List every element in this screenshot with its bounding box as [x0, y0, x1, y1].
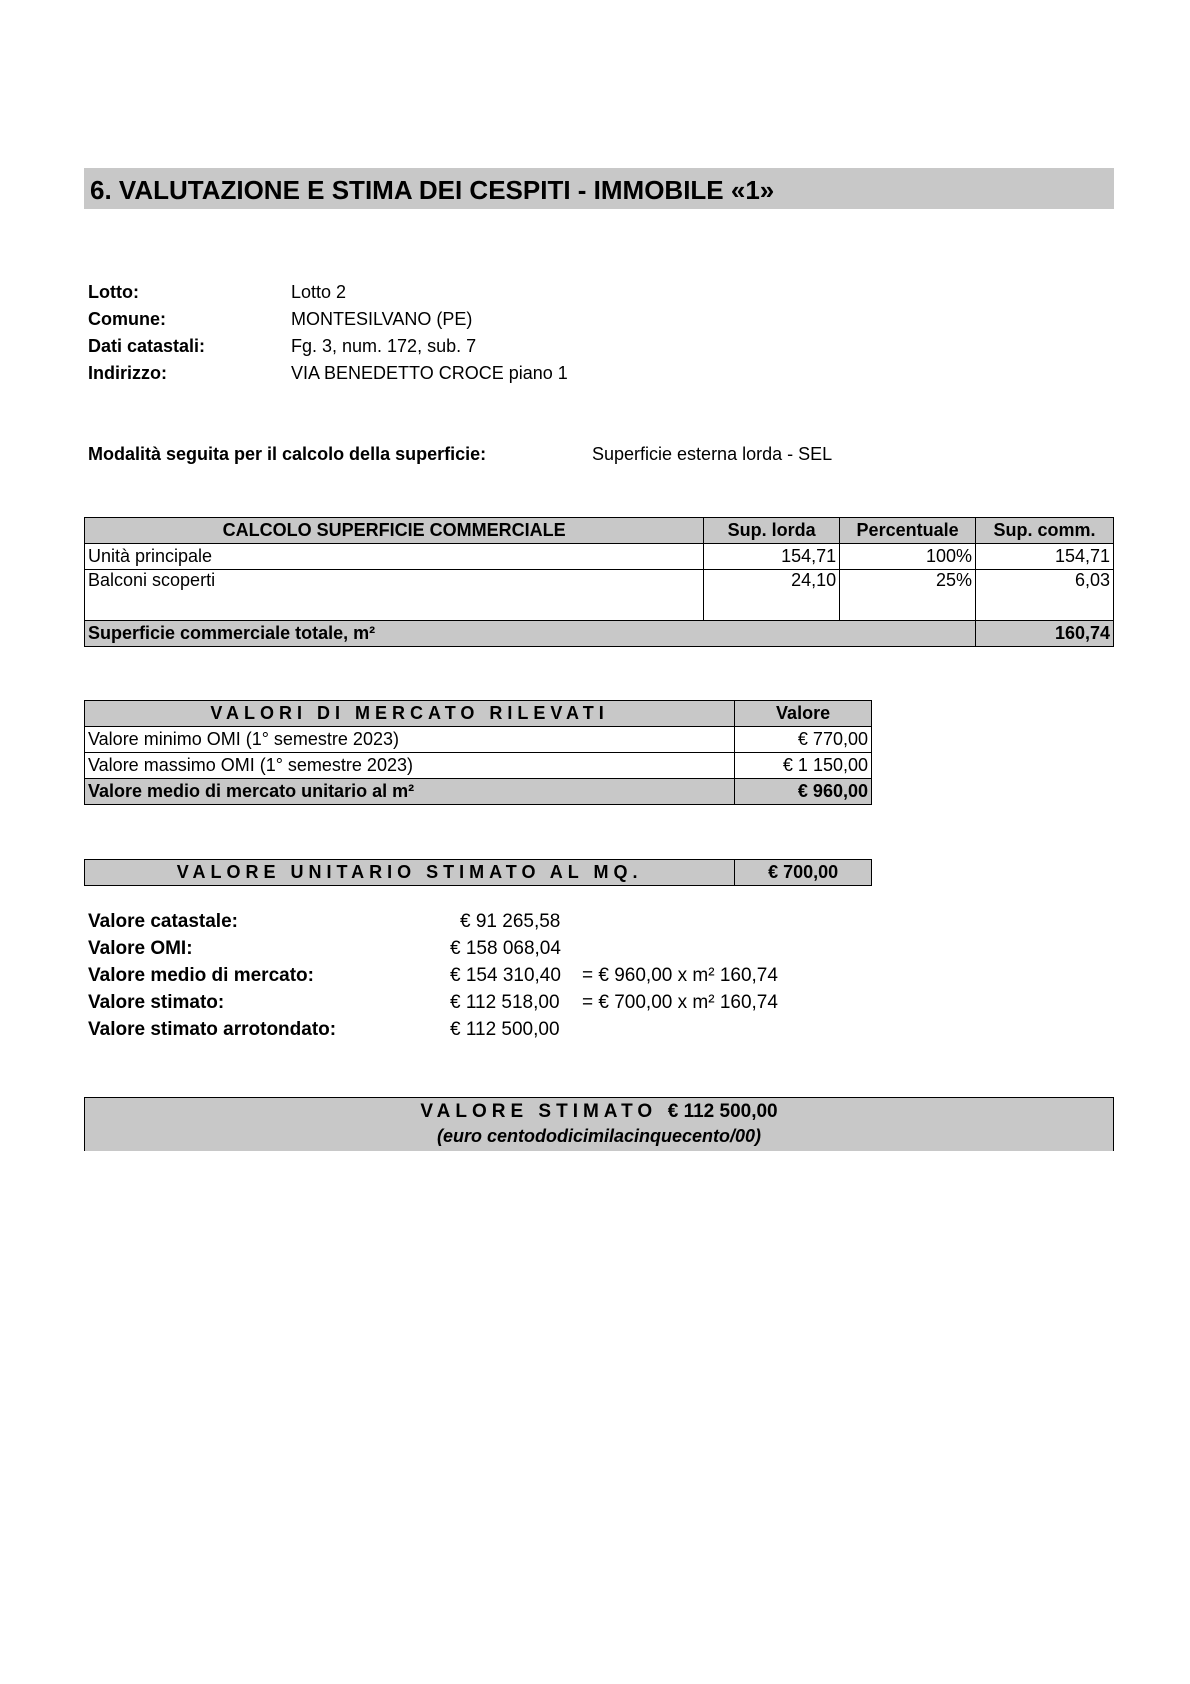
avg-label: Valore medio di mercato unitario al m² — [85, 779, 735, 805]
row-name: Unità principale — [85, 544, 704, 570]
row-comm: 6,03 — [976, 570, 1114, 621]
total-label: Superficie commerciale totale, m² — [85, 621, 976, 647]
header-percentuale: Percentuale — [840, 518, 976, 544]
summary-formula: = € 960,00 x m² 160,74 — [582, 965, 778, 986]
row-name: Valore massimo OMI (1° semestre 2023) — [85, 753, 735, 779]
final-valuation-line — [85, 1101, 1113, 1123]
summary-label: Valore catastale: — [88, 911, 238, 932]
total-value: 160,74 — [976, 621, 1114, 647]
info-label: Lotto: — [88, 282, 139, 302]
info-label: Indirizzo: — [88, 363, 167, 383]
section-title-bar — [84, 168, 1114, 209]
info-value: VIA BENEDETTO CROCE piano 1 — [291, 363, 568, 383]
market-values-table — [84, 700, 872, 805]
info-value: Fg. 3, num. 172, sub. 7 — [291, 336, 477, 356]
row-comm: 154,71 — [976, 544, 1114, 570]
table-header-row — [85, 701, 872, 727]
header-sup-lorda: Sup. lorda — [704, 518, 840, 544]
info-label: Dati catastali: — [88, 336, 206, 356]
info-value: MONTESILVANO (PE) — [291, 309, 473, 329]
table-row — [85, 727, 872, 753]
method-value: Superficie esterna lorda - SEL — [592, 444, 833, 464]
summary-label: Valore stimato arrotondato: — [88, 1019, 337, 1040]
unit-value-row — [85, 860, 872, 886]
page-title: 6. VALUTAZIONE E STIMA DEI CESPITI - IMMOBILE «1» — [90, 175, 775, 205]
summary-value: € 154 310,40 — [450, 965, 561, 986]
summary-value: € 158 068,04 — [450, 938, 561, 959]
table-row — [85, 544, 1114, 570]
header-calcolo: CALCOLO SUPERFICIE COMMERCIALE — [85, 518, 704, 544]
final-value: € 112 500,00 — [667, 1101, 778, 1122]
summary-formula: = € 700,00 x m² 160,74 — [582, 992, 778, 1013]
summary-value: € 91 265,58 — [460, 911, 561, 932]
table-avg-row — [85, 779, 872, 805]
summary-label: Valore medio di mercato: — [88, 965, 314, 986]
row-value: € 1 150,00 — [735, 753, 872, 779]
row-perc: 100% — [840, 544, 976, 570]
summary-label: Valore OMI: — [88, 938, 193, 959]
final-value-words: (euro centododicimilacinquecento/00) — [436, 1126, 762, 1146]
row-lorda: 154,71 — [704, 544, 840, 570]
summary-value: € 112 518,00 — [450, 992, 560, 1013]
unit-value-label: VALORE UNITARIO STIMATO AL MQ. — [85, 860, 735, 886]
avg-value: € 960,00 — [735, 779, 872, 805]
table-total-row — [85, 621, 1114, 647]
table-row — [85, 570, 1114, 621]
info-label: Comune: — [88, 309, 166, 329]
method-label: Modalità seguita per il calcolo della superficie: — [88, 444, 487, 464]
final-valuation-box — [84, 1097, 1114, 1151]
row-lorda: 24,10 — [704, 570, 840, 621]
header-sup-comm: Sup. comm. — [976, 518, 1114, 544]
table-header-row — [85, 518, 1114, 544]
info-value: Lotto 2 — [291, 282, 347, 302]
header-valore: Valore — [735, 701, 872, 727]
unit-value-amount: € 700,00 — [735, 860, 872, 886]
summary-value: € 112 500,00 — [450, 1019, 560, 1040]
row-name: Valore minimo OMI (1° semestre 2023) — [85, 727, 735, 753]
row-name: Balconi scoperti — [85, 570, 704, 621]
row-value: € 770,00 — [735, 727, 872, 753]
summary-label: Valore stimato: — [88, 992, 225, 1013]
table-row — [85, 753, 872, 779]
header-valori-mercato: VALORI DI MERCATO RILEVATI — [85, 701, 735, 727]
unit-value-table — [84, 859, 872, 886]
final-label: VALORE STIMATO — [420, 1101, 658, 1122]
superficie-table — [84, 517, 1114, 647]
row-perc: 25% — [840, 570, 976, 621]
